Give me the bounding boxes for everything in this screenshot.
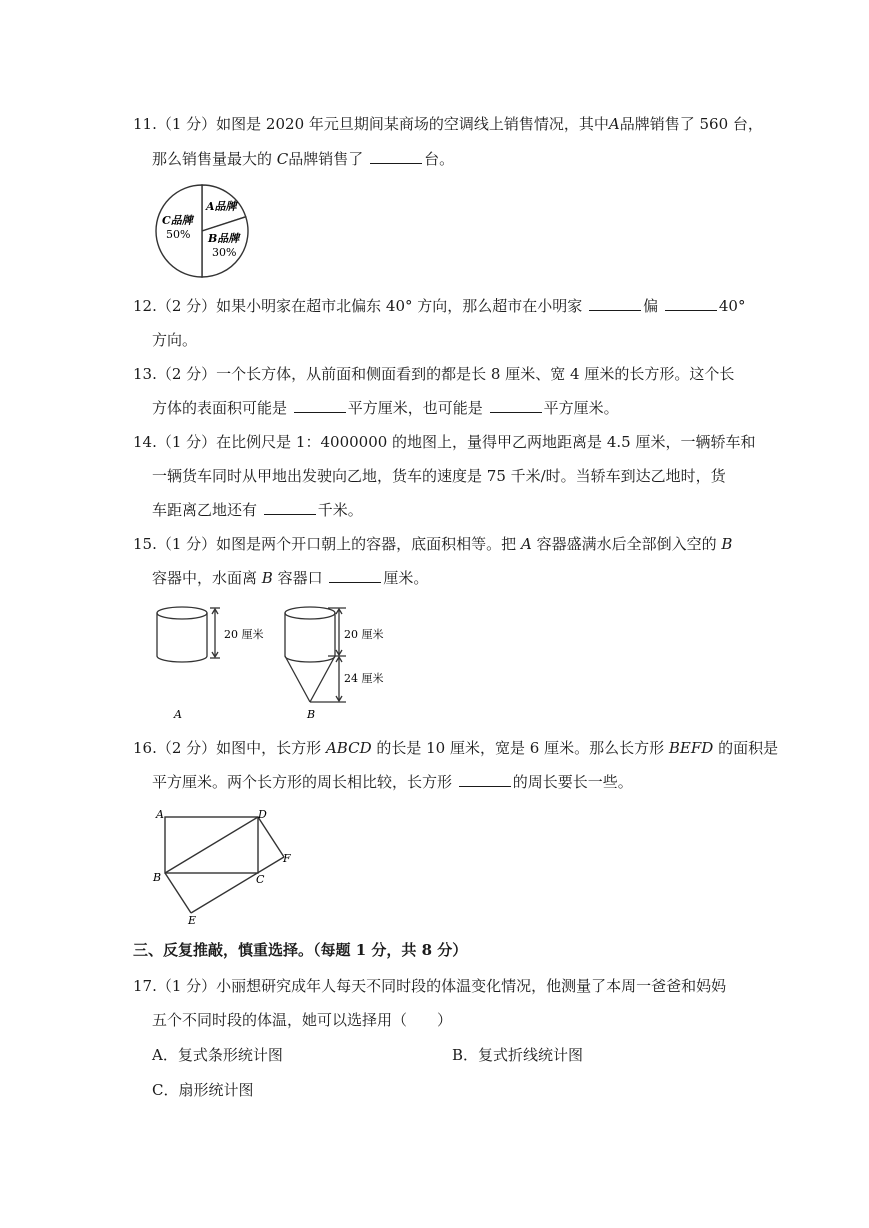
q13-blank-2[interactable] xyxy=(490,398,542,413)
q17-line1: 17.（1 分）小丽想研究成年人每天不同时段的体温变化情况，他测量了本周一爸爸和妈妈 xyxy=(133,977,727,995)
q15-line2 xyxy=(152,568,428,588)
q14-line1: 14.（1 分）在比例尺是 1：4000000 的地图上，量得甲乙两地距离是 4.5 厘米，一辆轿车和 xyxy=(133,433,756,451)
q12-text: 12.（2 分）如果小明家在超市北偏东 40° 方向，那么超市在小明家 xyxy=(133,297,583,315)
q16-rect-befd: BEFD xyxy=(668,739,714,757)
q14-line2: 一辆货车同时从甲地出发驶向乙地，货车的速度是 75 千米/时。当轿车到达乙地时，货 xyxy=(152,467,726,485)
q13-text-a: 方体的表面积可能是 xyxy=(152,399,288,417)
q14-line3 xyxy=(152,500,363,520)
q16-text-c: 的面积是 xyxy=(718,739,779,757)
q11-text: 11.（1 分）如图是 2020 年元旦期间某商场的空调线上销售情况，其中 xyxy=(133,115,609,133)
pie-pct-b: 30% xyxy=(212,246,237,259)
q16-text-b: 的长是 10 厘米，宽是 6 厘米。那么长方形 xyxy=(376,739,665,757)
q11-text-e: 台。 xyxy=(424,150,455,168)
point-d-label: D xyxy=(258,808,267,821)
container-a-label: A xyxy=(174,708,182,721)
q11-text-d: 品牌销售了 xyxy=(288,150,364,168)
section-3-title: 三、反复推敲，慎重选择。（每题 1 分，共 8 分） xyxy=(133,941,468,959)
q14-text-a: 车距离乙地还有 xyxy=(152,501,258,519)
q15-text-b: 容器盛满水后全部倒入空的 xyxy=(536,535,717,553)
point-f-label: F xyxy=(283,852,291,865)
point-c-label: C xyxy=(256,873,265,886)
q14-text-b: 千米。 xyxy=(317,501,363,519)
point-e-label: E xyxy=(188,914,197,927)
q11-answer-blank[interactable] xyxy=(370,149,422,164)
q15-line1 xyxy=(133,534,732,554)
q11-text-c: 那么销售量最大的 xyxy=(152,150,273,168)
pie-label-b: B品牌 xyxy=(208,232,240,245)
q16-text-a: 16.（2 分）如图中，长方形 xyxy=(133,739,322,757)
q13-line1: 13.（2 分）一个长方体，从前面和侧面看到的都是长 8 厘米、宽 4 厘米的长方形。这个长 xyxy=(133,365,735,383)
container-b-height-top: 20 厘米 xyxy=(344,628,384,641)
q17-option-c[interactable]: C．扇形统计图 xyxy=(152,1081,254,1099)
q16-rectangles-figure xyxy=(150,805,300,927)
q15-text-a: 15.（1 分）如图是两个开口朝上的容器，底面积相等。把 xyxy=(133,535,517,553)
q16-lines xyxy=(165,817,284,913)
q16-line1 xyxy=(133,738,778,758)
q16-text-e: 的周长要长一些。 xyxy=(512,773,633,791)
q16-line2 xyxy=(152,772,633,792)
pie-label-a: A品牌 xyxy=(206,200,237,213)
container-b xyxy=(285,607,346,702)
q12-blank-1[interactable] xyxy=(589,296,641,311)
pie-pct-c: 50% xyxy=(166,228,191,241)
q17-option-a[interactable]: A．复式条形统计图 xyxy=(152,1046,283,1064)
q17-line2: 五个不同时段的体温，她可以选择用（ ） xyxy=(152,1011,453,1029)
q15-letter-a: A xyxy=(520,535,532,553)
q17-option-b[interactable]: B．复式折线统计图 xyxy=(452,1046,584,1064)
q14-blank[interactable] xyxy=(264,500,316,515)
q13-line2 xyxy=(152,398,619,418)
container-b-label: B xyxy=(307,708,316,721)
point-a-label: A xyxy=(156,808,164,821)
q15-letter-b2: B xyxy=(261,569,273,587)
q11-line2 xyxy=(152,149,454,169)
q12-text-c: 40° xyxy=(718,297,746,315)
q11-brand-c: C xyxy=(276,150,289,168)
point-b-label: B xyxy=(153,871,162,884)
q11-text-b: 品牌销售了 560 台， xyxy=(619,115,763,133)
q12-line1 xyxy=(133,296,745,316)
q16-text-d: 平方厘米。两个长方形的周长相比较，长方形 xyxy=(152,773,453,791)
q11-pie-chart xyxy=(150,178,260,286)
q15-blank[interactable] xyxy=(329,568,381,583)
q12-line2: 方向。 xyxy=(152,331,198,349)
pie-label-c: C品牌 xyxy=(162,214,193,227)
container-a xyxy=(157,607,220,662)
q13-text-c: 平方厘米。 xyxy=(543,399,619,417)
q13-text-b: 平方厘米，也可能是 xyxy=(347,399,483,417)
q11-line1 xyxy=(133,114,763,134)
q11-brand-a: A xyxy=(608,115,620,133)
q12-text-b: 偏 xyxy=(643,297,659,315)
q15-containers-figure xyxy=(150,602,400,724)
q15-text-e: 厘米。 xyxy=(383,569,429,587)
container-b-height-bottom: 24 厘米 xyxy=(344,672,384,685)
q16-blank[interactable] xyxy=(459,772,511,787)
q12-blank-2[interactable] xyxy=(665,296,717,311)
q13-blank-1[interactable] xyxy=(294,398,346,413)
q15-text-d: 容器口 xyxy=(277,569,323,587)
q16-rect-abcd: ABCD xyxy=(325,739,372,757)
q15-text-c: 容器中，水面离 xyxy=(152,569,258,587)
q15-letter-b: B xyxy=(721,535,733,553)
container-a-height: 20 厘米 xyxy=(224,628,264,641)
